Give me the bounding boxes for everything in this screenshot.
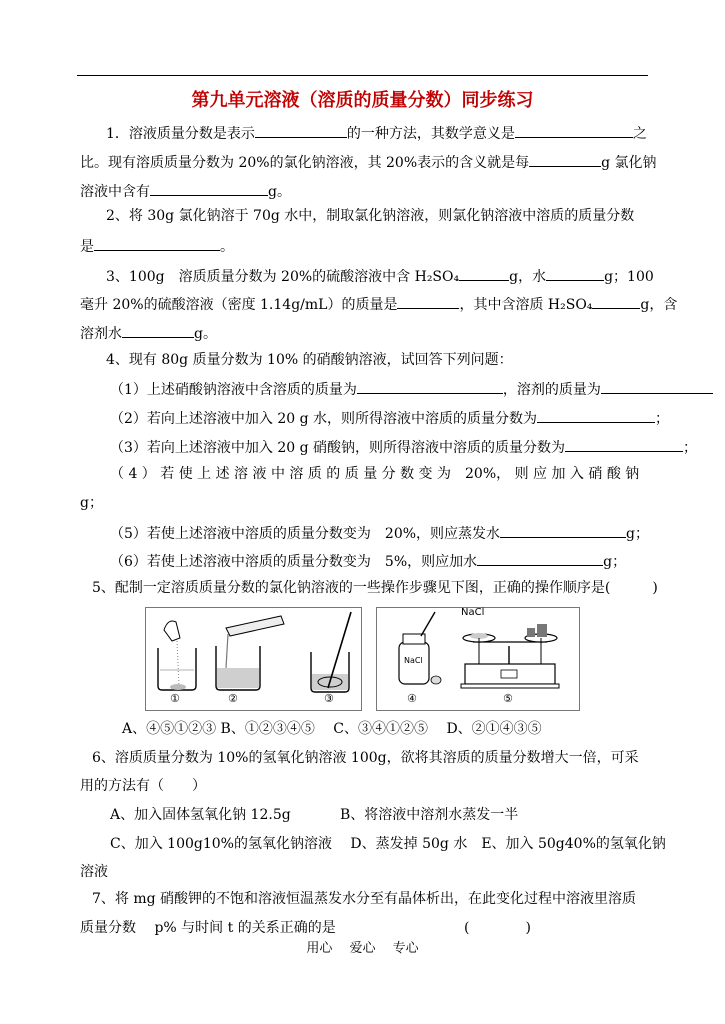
q5-options: A、④⑤①②③ B、①②③④⑤ C、③④①②⑤ D、②①④③⑤ <box>122 721 542 737</box>
q4-sub4-line2: g； <box>80 495 103 511</box>
q4-s2-text-a: （2）若向上述溶液中加入 20 g 水，则所得溶液中溶质的质量分数为 <box>110 411 538 427</box>
q4-s5-blank[interactable] <box>500 522 626 538</box>
figure-label-1: ① <box>170 692 180 705</box>
q4-s1-text-a: （1）上述硝酸钠溶液中含溶质的质量为 <box>110 382 357 398</box>
q3-blank-3[interactable] <box>397 293 459 309</box>
q4-s1-blank-1[interactable] <box>357 378 503 394</box>
q4-sub3 <box>110 436 697 458</box>
page-footer: 用心 爱心 专心 <box>306 941 419 956</box>
q4-sub1 <box>110 378 713 400</box>
figure-label-4: ④ <box>407 692 417 705</box>
q6-option-a: A、加入固体氢氧化钠 12.5g <box>110 807 291 823</box>
q3-text-a: 3、100g 溶质质量分数为 20%的硫酸溶液中含 H₂SO₄ <box>106 269 460 285</box>
q1-blank-2[interactable] <box>515 122 633 138</box>
figure-bottle-label: NaCl <box>404 656 423 665</box>
q6-line5: 溶液 <box>80 864 108 880</box>
q3-blank-4[interactable] <box>592 293 640 309</box>
q4-sub6 <box>110 550 626 572</box>
q1-blank-1[interactable] <box>255 122 347 138</box>
q4-s3-blank[interactable] <box>565 436 683 452</box>
q4-s6-text-a: （6）若使上述溶液中溶质的质量分数变为 5%，则应加水 <box>110 554 478 570</box>
figure-label-3: ③ <box>324 692 334 705</box>
q3-blank-2[interactable] <box>546 265 604 281</box>
q1-text-a: 1．溶液质量分数是表示 <box>106 126 255 142</box>
figure-label-5: ⑤ <box>503 692 513 705</box>
q1-text-f: 溶液中含有 <box>80 184 150 200</box>
q1-blank-3[interactable] <box>529 151 601 167</box>
q4-sub4-line1: （ 4 ） 若 使 上 述 溶 液 中 溶 质 的 质 量 分 数 变 为 20%， 则 应 加 入 硝 酸 钠 <box>110 466 640 482</box>
q4-s6-text-b: g； <box>603 554 627 570</box>
q7-line2: 质量分数 p% 与时间 t 的关系正确的是 <box>80 920 336 936</box>
q7-line1: 7、将 mg 硝酸钾的不饱和溶液恒温蒸发水分至有晶体析出，在此变化过程中溶液里溶质 <box>92 891 637 907</box>
q4-intro: 4、现有 80g 质量分数为 10% 的硝酸钠溶液，试回答下列问题： <box>106 352 513 368</box>
q3-text-f: g，含 <box>640 297 678 313</box>
q4-s2-blank[interactable] <box>537 407 655 423</box>
q6-option-b: B、将溶液中溶剂水蒸发一半 <box>340 807 519 823</box>
q4-sub2 <box>110 407 669 429</box>
q4-s3-text-b: ； <box>683 440 698 456</box>
q4-s6-blank[interactable] <box>477 550 603 566</box>
q7-answer-bracket: ( ) <box>464 920 531 936</box>
q1-text-d: 比。现有溶质质量分数为 20%的氯化钠溶液，其 20%表示的含义就是每 <box>80 155 530 171</box>
figure-label-2: ② <box>228 692 238 705</box>
q2-line1 <box>106 206 634 226</box>
q3-blank-5[interactable] <box>122 322 194 338</box>
q2-text-b: 是 <box>80 239 94 255</box>
q3-text-b: g，水 <box>509 269 547 285</box>
header-rule <box>77 75 648 76</box>
q3-blank-1[interactable] <box>459 265 509 281</box>
q1-text-b: 的一种方法，其数学意义是 <box>346 126 515 142</box>
q4-sub5 <box>110 522 649 544</box>
q4-s1-blank-2[interactable] <box>601 378 713 394</box>
q3-line2 <box>80 293 677 315</box>
q4-s5-text-b: g； <box>626 526 649 542</box>
q3-text-g: 溶剂水 <box>80 326 122 342</box>
figure-steps-1-3 <box>145 607 362 711</box>
q1-text-g: g。 <box>268 184 291 200</box>
q4-s5-text-a: （5）若使上述溶液中溶质的质量分数变为 20%，则应蒸发水 <box>110 526 501 542</box>
q6-line4: C、加入 100g10%的氢氧化钠溶液 D、蒸发掉 50g 水 E、加入 50g40%的氢氧化钠 <box>110 836 666 852</box>
q6-line1: 6、溶质质量分数为 10%的氢氧化钠溶液 100g，欲将其溶质的质量分数增大一倍，可采 <box>92 750 639 766</box>
q2-text-c: 。 <box>220 239 234 255</box>
q1-line2 <box>80 151 657 173</box>
q1-blank-4[interactable] <box>150 180 268 196</box>
figure-steps-4-5 <box>376 607 580 711</box>
q1-text-c: 之 <box>632 126 647 142</box>
q3-text-h: g。 <box>194 326 217 342</box>
q3-line1 <box>106 265 654 287</box>
q1-line3 <box>80 180 291 202</box>
q6-line2: 用的方法有（ ） <box>80 778 206 794</box>
q5-question: 5、配制一定溶质质量分数的氯化钠溶液的一些操作步骤见下图，正确的操作顺序是( ) <box>92 580 658 596</box>
q1-line1 <box>106 122 647 144</box>
q3-text-e: ，其中含溶质 H₂SO₄ <box>459 297 593 313</box>
q3-text-c: g；100 <box>604 269 654 285</box>
q2-text-a: 2、将 30g 氯化钠溶于 70g 水中，制取氯化钠溶液，则氯化钠溶液中溶质的质量分数 <box>106 208 635 224</box>
q2-blank-1[interactable] <box>94 235 220 251</box>
q4-s3-text-a: （3）若向上述溶液中加入 20 g 硝酸钠，则所得溶液中溶质的质量分数为 <box>110 440 566 456</box>
q1-text-e: g 氯化钠 <box>601 155 657 171</box>
q2-line2 <box>80 235 234 257</box>
figure-nacl-label: NaCl <box>461 607 485 618</box>
q3-line3 <box>80 322 217 344</box>
q4-s1-text-b: ，溶剂的质量为 <box>502 382 601 398</box>
q3-text-d: 毫升 20%的硫酸溶液（密度 1.14g/mL）的质量是 <box>80 297 398 313</box>
page-title: 第九单元溶液（溶质的质量分数）同步练习 <box>191 90 534 111</box>
q4-s2-text-b: ； <box>655 411 670 427</box>
